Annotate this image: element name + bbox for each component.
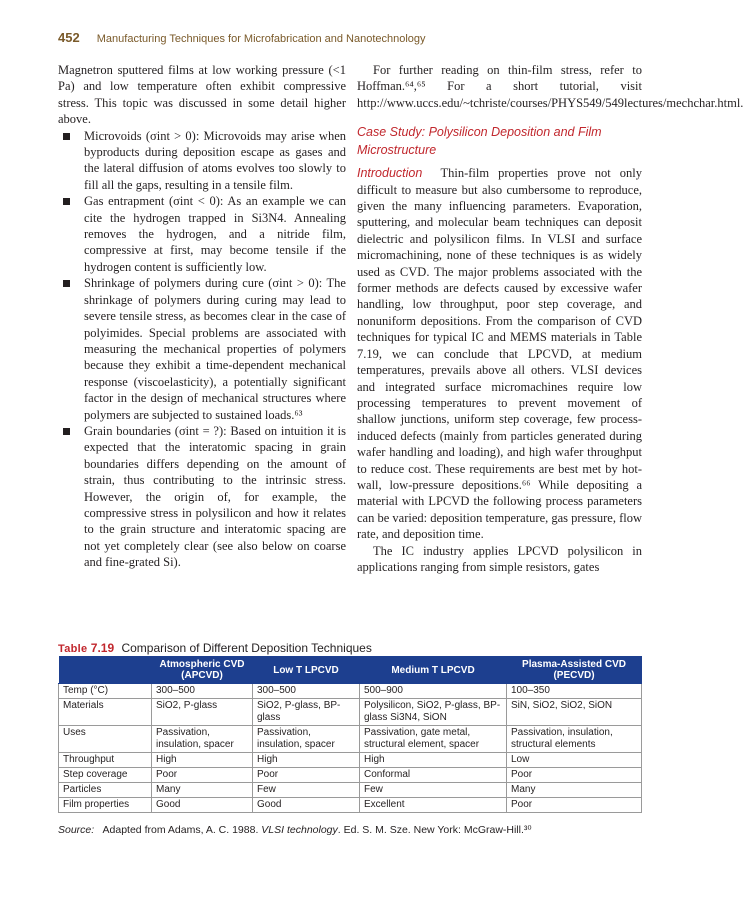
- table-cell: 300–500: [253, 684, 360, 699]
- list-item-text: Grain boundaries (σint = ?): Based on intuition it is expected that the interatomic spacing in grain boundaries differs depending on the amount of strain, thus contributing to the intrinsic stress. However, the origin of, for example, the compressive stress in polysilicon and how it relates to the grain structure and interatomic spacing are not yet completely clear (see also below on coarse and fine-grated Si).: [84, 423, 346, 570]
- square-bullet-icon: [63, 198, 70, 205]
- table-caption: [58, 641, 372, 655]
- header-cell: Medium T LPCVD: [360, 657, 507, 684]
- table-cell: Few: [253, 783, 360, 798]
- table-row: [59, 768, 642, 783]
- list-item: [58, 423, 346, 571]
- table-cell: Poor: [152, 768, 253, 783]
- table-row: [59, 726, 642, 753]
- table-cell: 500–900: [360, 684, 507, 699]
- table-cell: Poor: [253, 768, 360, 783]
- table-cell: Passivation, insulation, spacer: [253, 726, 360, 753]
- introduction-body: Thin-film properties prove not only difficult to measure but also cumbersome to reproduce, given the many influencing parameters. Evaporation, sputtering, and molecular beam techniques can deposit dielectric and polysilicon films. In VLSI and surface micromachining, none of these techniques is as widely used as CVD. The major problems associated with the former methods are defects caused by excessive wafer handling, low throughput, poor step coverage, and nonuniform depositions. From the comparison of CVD techniques for typical IC and MEMS materials in Table 7.19, we can conclude that LPCVD, at medium temperatures, prevails above all others. VLSI devices and integrated surface micromachines require low processing temperatures to prevent movement of shallow junctions, uniform step coverage, few process-induced defects (mainly from particles generated during wafer handling and loading), and high wafer throughput to reduce cost. These requirements are best met by hot-wall, low-pressure depositions.⁶⁶ While depositing a material with LPCVD the following process parameters can be varied: deposition temperature, gas pressure, flow rate, and deposition time.: [357, 166, 642, 542]
- header-cell: Low T LPCVD: [253, 657, 360, 684]
- deposition-table: [58, 656, 642, 813]
- source-text-end: . Ed. S. M. Sze. New York: McGraw-Hill.³⁰: [337, 824, 532, 836]
- table-row: [59, 699, 642, 726]
- table-cell: High: [253, 753, 360, 768]
- right-column: [357, 62, 743, 575]
- left-column: [58, 62, 346, 571]
- list-item-text: Microvoids (σint > 0): Microvoids may arise when byproducts during deposition escape as gases and the lateral diffusion of atoms evolves too slowly to fill all the gaps, resulting in a tensile film.: [84, 128, 346, 192]
- table-cell: Passivation, insulation, spacer: [152, 726, 253, 753]
- table-source-note: [58, 824, 532, 836]
- table-title: Comparison of Different Deposition Techniques: [121, 641, 372, 655]
- square-bullet-icon: [63, 133, 70, 140]
- table-cell: Passivation, insulation, structural elements: [507, 726, 642, 753]
- header-cell: Atmospheric CVD (APCVD): [152, 657, 253, 684]
- square-bullet-icon: [63, 428, 70, 435]
- source-label: Source:: [58, 824, 95, 836]
- table-cell: High: [152, 753, 253, 768]
- table-cell: Conformal: [360, 768, 507, 783]
- table-label: Table: [58, 643, 88, 655]
- table-cell: Polysilicon, SiO2, P-glass, BP-glass Si3N4, SiON: [360, 699, 507, 726]
- row-label: Particles: [59, 783, 152, 798]
- list-item: [58, 128, 346, 194]
- list-item-text: Shrinkage of polymers during cure (σint > 0): The shrinkage of polymers during curing may lead to severe tensile stress, as becomes clear in the case of polyimides. Special problems are associated with measuring the mechanical properties of polymers because they exhibit a time-dependent mechanical response (viscoelasticity), a potentially significant factor in the design of mechanical structures where polymers are subjected to sustained loads.⁶³: [84, 276, 346, 422]
- table-cell: SiN, SiO2, SiO2, SiON: [507, 699, 642, 726]
- running-title: Manufacturing Techniques for Microfabrication and Nanotechnology: [96, 33, 426, 45]
- list-item: [58, 275, 346, 423]
- table-number: 7.19: [90, 641, 115, 655]
- table-row: [59, 783, 642, 798]
- row-label: Film properties: [59, 798, 152, 813]
- table-cell: Excellent: [360, 798, 507, 813]
- source-text: Adapted from Adams, A. C. 1988.: [102, 824, 259, 836]
- table-row: [59, 798, 642, 813]
- case-study-heading: Case Study: Polysilicon Deposition and Film Microstructure: [357, 125, 602, 158]
- header-cell: Plasma-Assisted CVD (PECVD): [507, 657, 642, 684]
- table-cell: Good: [152, 798, 253, 813]
- table-cell: Passivation, gate metal, structural element, spacer: [360, 726, 507, 753]
- page-number: 452: [58, 30, 80, 45]
- table-cell: High: [360, 753, 507, 768]
- row-label: Throughput: [59, 753, 152, 768]
- paragraph-introduction: [357, 165, 642, 542]
- row-label: Uses: [59, 726, 152, 753]
- table-cell: Many: [507, 783, 642, 798]
- table-cell: Poor: [507, 798, 642, 813]
- square-bullet-icon: [63, 280, 70, 287]
- introduction-heading: Introduction: [357, 166, 423, 181]
- row-label: Temp (°C): [59, 684, 152, 699]
- row-label: Materials: [59, 699, 152, 726]
- paragraph-further-reading: For further reading on thin-film stress, refer to Hoffman.⁶⁴,⁶⁵ For a short tutorial, visit http://www.uccs.edu/~tchriste/courses/PHYS549/549lectures/mechchar.html.: [357, 63, 743, 110]
- table-cell: Many: [152, 783, 253, 798]
- table-cell: Few: [360, 783, 507, 798]
- table-row: [59, 753, 642, 768]
- table-cell: Poor: [507, 768, 642, 783]
- table-row: [59, 684, 642, 699]
- table-cell: SiO2, P-glass: [152, 699, 253, 726]
- table-cell: 300–500: [152, 684, 253, 699]
- row-label: Step coverage: [59, 768, 152, 783]
- table-cell: Good: [253, 798, 360, 813]
- paragraph-intro: Magnetron sputtered films at low working pressure (<1 Pa) and low temperature often exhibit compressive stress. This topic was discussed in some detail higher above.: [58, 63, 346, 127]
- bullet-list: [58, 128, 346, 571]
- table-cell: Low: [507, 753, 642, 768]
- list-item-text: Gas entrapment (σint < 0): As an example we can cite the hydrogen trapped in Si3N4. Annealing removes the hydrogen, and a nitride film, compressive at first, may become tensile if the hydrogen content is sufficiently low.: [84, 194, 346, 274]
- table-header-row: [59, 657, 642, 684]
- source-title: VLSI technology: [261, 824, 338, 836]
- table-cell: SiO2, P-glass, BP-glass: [253, 699, 360, 726]
- paragraph-ic-industry: The IC industry applies LPCVD polysilicon in applications ranging from simple resistors, gates: [357, 543, 642, 574]
- header-cell-empty: [59, 657, 152, 684]
- list-item: [58, 193, 346, 275]
- table-cell: 100–350: [507, 684, 642, 699]
- page-header: [58, 30, 655, 46]
